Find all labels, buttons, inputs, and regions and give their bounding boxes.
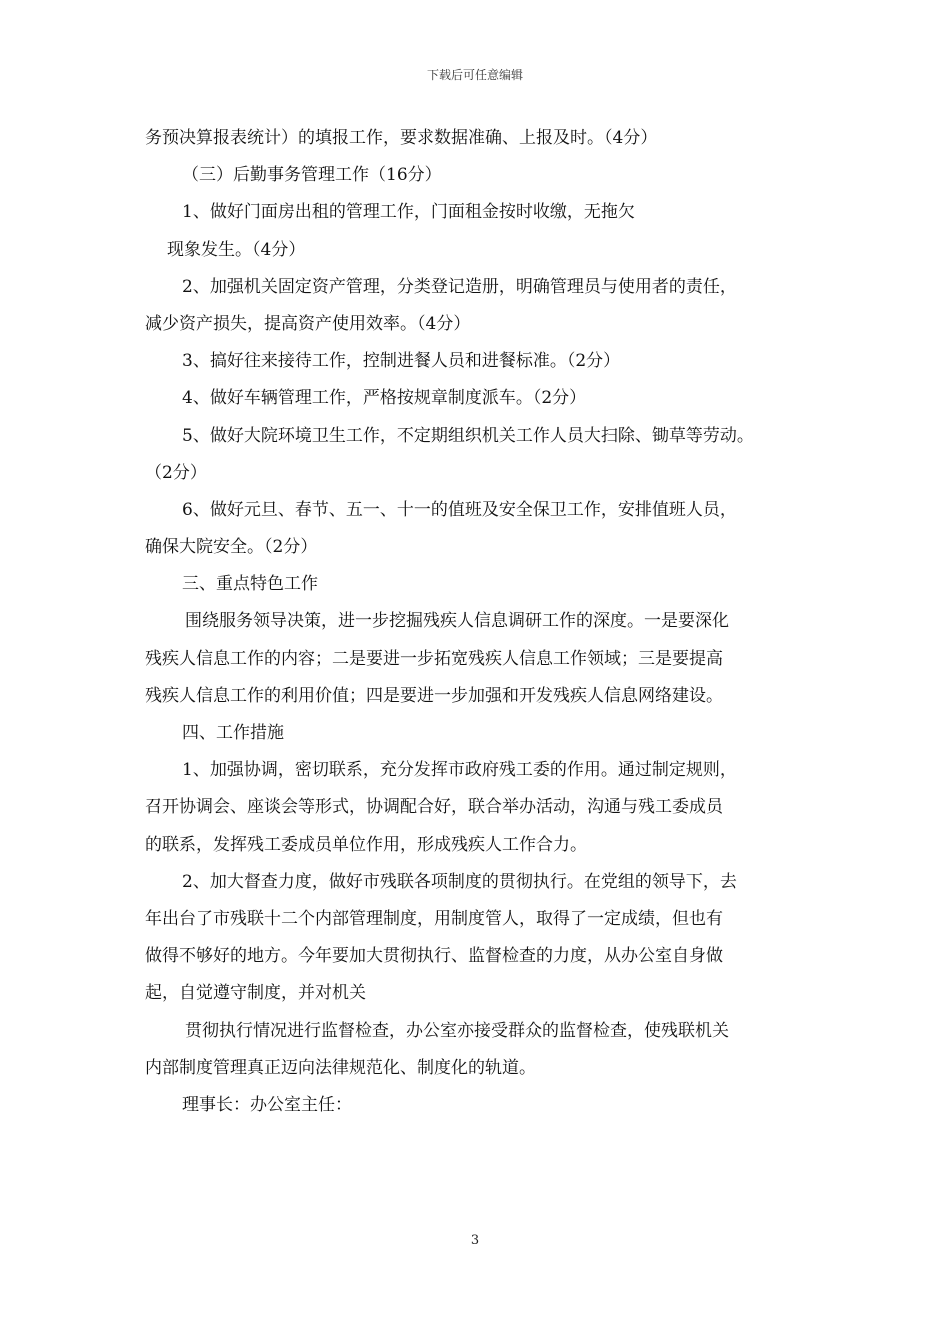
body-line: 1、加强协调，密切联系，充分发挥市政府残工委的作用。通过制定规则， (182, 760, 737, 781)
body-line: 贯彻执行情况进行监督检查，办公室亦接受群众的监督检查，使残联机关 (185, 1020, 729, 1041)
body-line: 召开协调会、座谈会等形式，协调配合好，联合举办活动，沟通与残工委成员 (145, 797, 723, 818)
body-line: 做得不够好的地方。今年要加大贯彻执行、监督检查的力度，从办公室自身做 (145, 946, 723, 967)
body-line: 5、做好大院环境卫生工作，不定期组织机关工作人员大扫除、锄草等劳动。 (182, 425, 754, 446)
section-heading: 三、重点特色工作 (182, 574, 318, 595)
body-line: 2、加大督查力度，做好市残联各项制度的贯彻执行。在党组的领导下，去 (182, 871, 737, 892)
section-heading: 四、工作措施 (182, 723, 284, 743)
page-header-note: 下载后可任意编辑 (426, 68, 523, 82)
body-line: 4、做好车辆管理工作，严格按规章制度派车。（2分） (182, 388, 587, 409)
section-heading: （三）后勤事务管理工作（16分） (182, 165, 442, 186)
body-line: 的联系，发挥残工委成员单位作用，形成残疾人工作合力。 (145, 834, 587, 855)
signature-line: 理事长：办公室主任： (182, 1094, 352, 1115)
body-line: 确保大院安全。（2分） (145, 537, 318, 558)
body-line: 务预决算报表统计）的填报工作，要求数据准确、上报及时。（4分） (145, 128, 658, 148)
body-line: 残疾人信息工作的利用价值；四是要进一步加强和开发残疾人信息网络建设。 (145, 685, 723, 706)
body-line: 围绕服务领导决策，进一步挖掘残疾人信息调研工作的深度。一是要深化 (185, 611, 729, 632)
body-line: 6、做好元旦、春节、五一、十一的值班及安全保卫工作，安排值班人员， (182, 499, 737, 520)
body-line: （2分） (145, 462, 207, 483)
body-line: 减少资产损失，提高资产使用效率。（4分） (145, 313, 471, 334)
document-body (145, 120, 815, 1124)
body-line: 年出台了市残联十二个内部管理制度，用制度管人，取得了一定成绩，但也有 (145, 908, 723, 929)
body-line: 内部制度管理真正迈向法律规范化、制度化的轨道。 (145, 1057, 536, 1078)
body-line: 起，自觉遵守制度，并对机关 (145, 983, 366, 1004)
body-line: 3、搞好往来接待工作，控制进餐人员和进餐标准。（2分） (182, 351, 621, 372)
body-line: 1、做好门面房出租的管理工作，门面租金按时收缴，无拖欠 (182, 202, 635, 223)
body-line: 残疾人信息工作的内容；二是要进一步拓宽残疾人信息工作领域；三是要提高 (145, 648, 723, 669)
page-number: 3 (470, 1233, 480, 1248)
body-line: 现象发生。（4分） (167, 239, 306, 260)
body-line: 2、加强机关固定资产管理，分类登记造册，明确管理员与使用者的责任， (182, 276, 737, 297)
